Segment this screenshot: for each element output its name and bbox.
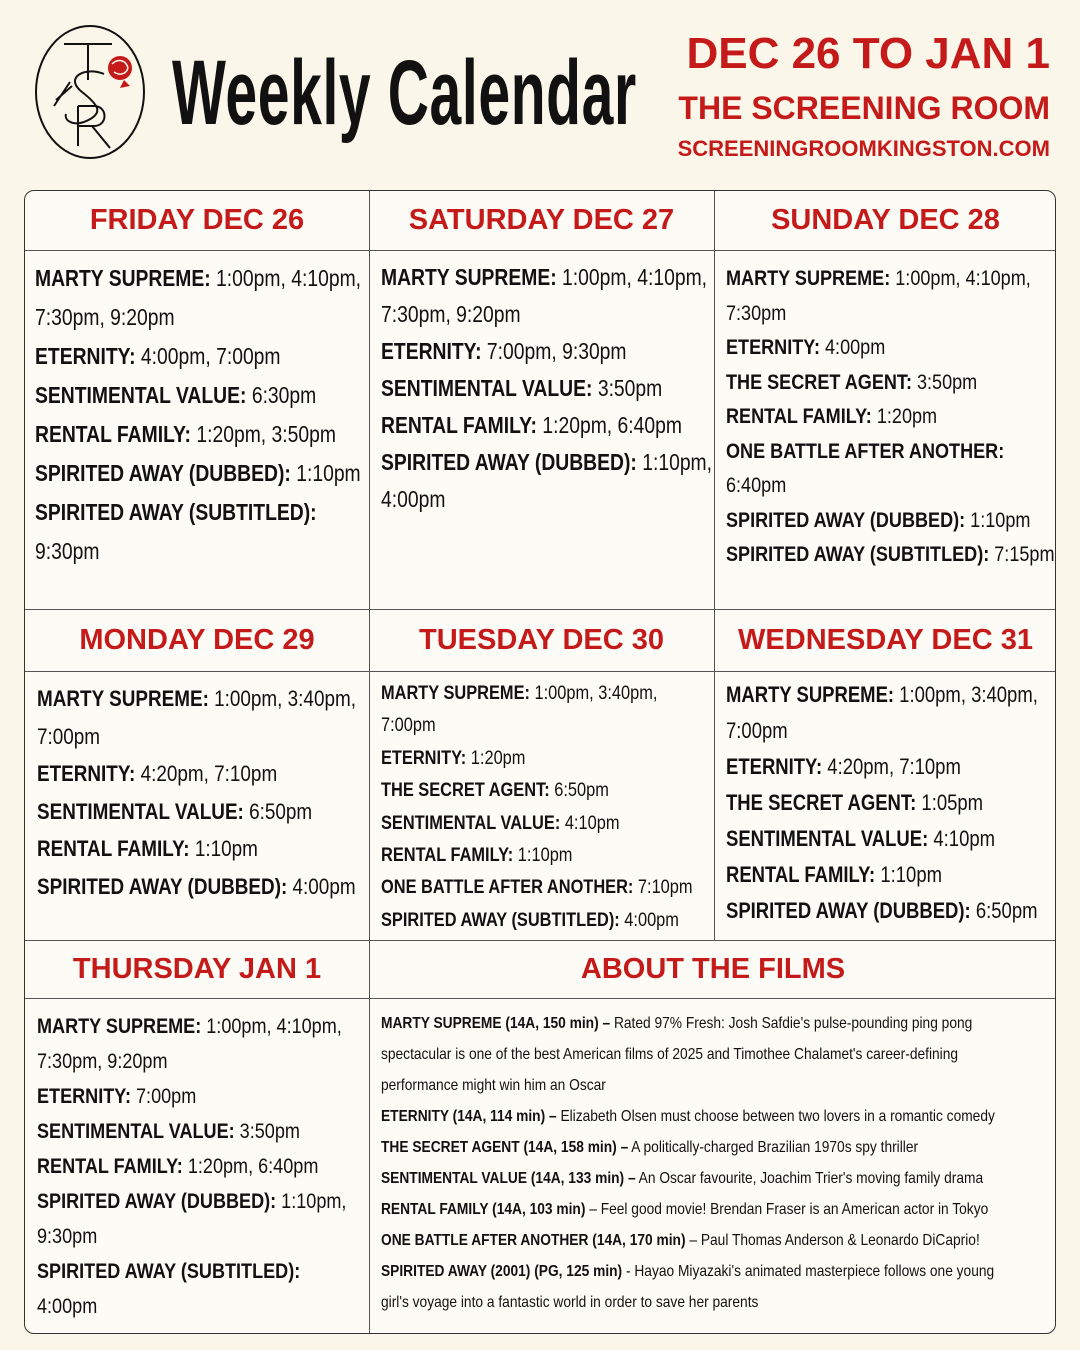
film-description bbox=[381, 1039, 1049, 1070]
film-name: RENTAL FAMILY: bbox=[381, 412, 538, 438]
showtime-line bbox=[381, 296, 706, 333]
film-summary: An Oscar favourite, Joachim Trier's moving family drama bbox=[635, 1170, 984, 1187]
showtime-line bbox=[37, 718, 361, 756]
showtime-line bbox=[726, 399, 1049, 434]
showtimes: 4:00pm bbox=[37, 1294, 98, 1318]
film-summary: – Paul Thomas Anderson & Leonardo DiCaprio! bbox=[685, 1232, 980, 1249]
showtime-line bbox=[726, 713, 1049, 749]
film-summary: - Hayao Miyazaki's animated masterpiece follows one young bbox=[622, 1263, 995, 1280]
website-link[interactable]: SCREENINGROOMKINGSTON.COM bbox=[677, 136, 1050, 161]
film-description bbox=[381, 1194, 1049, 1225]
film-name: ETERNITY: bbox=[381, 746, 467, 769]
about-title: ABOUT THE FILMS bbox=[369, 941, 1056, 999]
showtime-line bbox=[381, 871, 706, 903]
showtime-line bbox=[37, 1254, 361, 1289]
showtimes: 7:00pm bbox=[726, 718, 788, 743]
film-name: MARTY SUPREME: bbox=[381, 264, 557, 290]
showtime-line bbox=[381, 370, 706, 407]
showtimes: 6:50pm bbox=[970, 898, 1038, 923]
about-films-list bbox=[371, 1008, 1056, 1318]
showtime-line bbox=[381, 407, 706, 444]
showtime-line bbox=[381, 709, 706, 741]
film-name: MARTY SUPREME: bbox=[726, 266, 891, 290]
film-name: THE SECRET AGENT: bbox=[726, 369, 912, 394]
film-name: RENTAL FAMILY: bbox=[37, 1154, 183, 1178]
showtimes: 1:00pm, 4:10pm, bbox=[210, 265, 362, 291]
showtime-line bbox=[726, 537, 1055, 572]
day-schedule-monday bbox=[27, 680, 369, 905]
showtime-line bbox=[37, 1149, 361, 1184]
film-name: RENTAL FAMILY: bbox=[726, 862, 876, 887]
showtimes: 1:20pm, 6:40pm bbox=[537, 412, 682, 438]
showtimes: 4:10pm bbox=[560, 811, 620, 834]
day-schedule-saturday bbox=[371, 259, 714, 518]
film-name: SPIRITED AWAY (DUBBED): bbox=[726, 507, 966, 532]
showtimes: 7:00pm, 9:30pm bbox=[481, 338, 627, 364]
showtime-line bbox=[37, 793, 361, 831]
showtimes: 1:10pm bbox=[290, 460, 361, 486]
showtimes: 9:30pm bbox=[37, 1224, 98, 1248]
showtime-line bbox=[726, 261, 1049, 296]
showtime-line bbox=[37, 830, 361, 868]
film-name: RENTAL FAMILY: bbox=[381, 844, 514, 867]
film-description bbox=[381, 1008, 1049, 1039]
film-description bbox=[381, 1070, 1049, 1101]
showtimes: 4:00pm bbox=[619, 908, 679, 931]
film-info: SPIRITED AWAY (2001) (PG, 125 min) bbox=[381, 1263, 623, 1280]
showtime-line bbox=[381, 444, 713, 481]
showtime-line bbox=[381, 807, 706, 839]
film-name: SENTIMENTAL VALUE: bbox=[381, 811, 561, 834]
showtimes: 7:00pm bbox=[37, 723, 101, 749]
showtimes: 4:00pm bbox=[287, 873, 356, 899]
showtimes: 9:30pm bbox=[35, 538, 100, 564]
film-name: MARTY SUPREME: bbox=[35, 265, 211, 291]
rose-icon bbox=[108, 56, 132, 88]
film-name: SPIRITED AWAY (SUBTITLED): bbox=[35, 499, 317, 525]
showtimes: 1:00pm, 4:10pm, bbox=[201, 1014, 342, 1038]
film-name: THE SECRET AGENT: bbox=[381, 779, 550, 802]
film-name: RENTAL FAMILY: bbox=[35, 421, 192, 447]
showtime-line bbox=[37, 1044, 361, 1079]
showtime-line bbox=[37, 1219, 361, 1254]
showtimes: 7:15pm bbox=[989, 542, 1055, 566]
showtimes: 4:20pm, 7:10pm bbox=[135, 761, 278, 786]
film-info: SENTIMENTAL VALUE (14A, 133 min) – bbox=[381, 1170, 636, 1187]
film-name: SPIRITED AWAY (DUBBED): bbox=[37, 873, 288, 899]
showtime-line bbox=[381, 839, 706, 871]
showtime-line bbox=[35, 376, 361, 415]
header-info bbox=[678, 28, 1050, 164]
showtime-line bbox=[35, 454, 361, 493]
showtimes: 1:10pm bbox=[965, 507, 1031, 532]
showtime-line bbox=[381, 259, 706, 296]
showtime-line bbox=[35, 532, 361, 571]
showtime-line bbox=[35, 493, 361, 532]
film-description bbox=[381, 1163, 1049, 1194]
film-name: SENTIMENTAL VALUE: bbox=[726, 826, 929, 851]
film-name: ETERNITY: bbox=[381, 338, 482, 364]
film-name: SENTIMENTAL VALUE: bbox=[35, 382, 247, 408]
film-name: RENTAL FAMILY: bbox=[37, 836, 190, 861]
film-name: SPIRITED AWAY (DUBBED): bbox=[381, 449, 637, 475]
film-description bbox=[381, 1101, 1049, 1132]
showtimes: 1:00pm, 3:40pm, bbox=[529, 682, 658, 704]
showtimes: 1:00pm, 3:40pm, bbox=[208, 686, 356, 711]
page-title: Weekly Calendar bbox=[172, 42, 637, 144]
showtime-line bbox=[381, 333, 706, 370]
showtimes: 4:00pm bbox=[381, 486, 446, 512]
showtimes: 6:30pm bbox=[246, 382, 317, 408]
showtimes: 7:30pm, 9:20pm bbox=[35, 304, 175, 330]
date-range: DEC 26 TO JAN 1 bbox=[686, 29, 1050, 78]
film-info: RENTAL FAMILY (14A, 103 min) bbox=[381, 1201, 586, 1218]
showtime-line bbox=[35, 259, 361, 298]
film-description bbox=[381, 1256, 1049, 1287]
showtimes: 1:20pm bbox=[871, 404, 938, 428]
showtimes: 4:20pm, 7:10pm bbox=[822, 754, 961, 779]
showtime-line bbox=[381, 481, 706, 518]
showtime-line bbox=[726, 503, 1049, 538]
day-title-saturday: SATURDAY DEC 27 bbox=[369, 191, 714, 251]
film-summary: performance might win him an Oscar bbox=[381, 1077, 606, 1094]
film-name: ETERNITY: bbox=[726, 335, 820, 359]
film-description bbox=[381, 1287, 1049, 1318]
showtimes: 1:05pm bbox=[916, 790, 984, 815]
showtimes: 1:10pm bbox=[875, 862, 942, 887]
showtime-line bbox=[37, 755, 361, 793]
film-summary: A politically-charged Brazilian 1970s spy thriller bbox=[628, 1139, 919, 1156]
day-title-wednesday: WEDNESDAY DEC 31 bbox=[714, 610, 1056, 672]
day-title-sunday: SUNDAY DEC 28 bbox=[714, 191, 1056, 251]
film-name: MARTY SUPREME: bbox=[37, 686, 209, 711]
film-summary: spectacular is one of the best American films of 2025 and Timothee Chalamet's career-defining bbox=[381, 1046, 959, 1063]
showtimes: 6:40pm bbox=[726, 473, 787, 497]
film-info: MARTY SUPREME (14A, 150 min) – bbox=[381, 1015, 611, 1032]
film-info: ETERNITY (14A, 114 min) – bbox=[381, 1108, 557, 1125]
showtime-line bbox=[381, 904, 706, 936]
showtime-line bbox=[726, 821, 1049, 857]
showtimes: 1:20pm bbox=[466, 746, 526, 769]
showtimes: 4:00pm bbox=[819, 335, 886, 359]
film-summary: girl's voyage into a fantastic world in order to save her parents bbox=[381, 1294, 759, 1311]
schedule-grid bbox=[24, 190, 1056, 1334]
showtimes: 1:20pm, 6:40pm bbox=[182, 1154, 319, 1178]
showtime-line bbox=[726, 749, 1049, 785]
film-name: SPIRITED AWAY (SUBTITLED): bbox=[37, 1259, 301, 1283]
film-name: MARTY SUPREME: bbox=[381, 682, 530, 704]
film-name: THE SECRET AGENT: bbox=[726, 790, 917, 815]
showtimes: 7:30pm, 9:20pm bbox=[381, 301, 521, 327]
showtimes: 3:50pm bbox=[911, 369, 978, 394]
film-name: SENTIMENTAL VALUE: bbox=[37, 798, 244, 824]
film-description bbox=[381, 1132, 1049, 1163]
showtimes: 7:30pm, 9:20pm bbox=[37, 1049, 168, 1073]
showtime-line bbox=[37, 680, 361, 718]
showtime-line bbox=[726, 434, 1049, 469]
showtimes: 7:00pm bbox=[381, 714, 436, 737]
day-schedule-thursday bbox=[27, 1009, 369, 1324]
film-name: SPIRITED AWAY (DUBBED): bbox=[37, 1189, 277, 1213]
showtime-line bbox=[726, 857, 1049, 893]
showtimes: 1:10pm, bbox=[276, 1189, 347, 1213]
film-name: ONE BATTLE AFTER ANOTHER: bbox=[381, 876, 634, 899]
film-name: SPIRITED AWAY (DUBBED): bbox=[35, 460, 291, 486]
venue-name: THE SCREENING ROOM bbox=[678, 90, 1050, 126]
showtimes: 7:00pm bbox=[130, 1084, 197, 1108]
showtimes: 1:00pm, 3:40pm, bbox=[894, 682, 1038, 707]
showtime-line bbox=[726, 785, 1049, 821]
showtime-line bbox=[726, 677, 1049, 713]
day-title-thursday: THURSDAY JAN 1 bbox=[25, 941, 369, 999]
showtime-line bbox=[37, 868, 361, 906]
showtime-line bbox=[381, 742, 706, 774]
film-name: MARTY SUPREME: bbox=[726, 682, 895, 707]
film-info: THE SECRET AGENT (14A, 158 min) – bbox=[381, 1139, 629, 1156]
film-name: ONE BATTLE AFTER ANOTHER: bbox=[726, 438, 1005, 463]
showtime-line bbox=[35, 415, 361, 454]
film-name: ETERNITY: bbox=[37, 761, 136, 786]
showtimes: 3:50pm bbox=[592, 375, 663, 401]
day-schedule-sunday bbox=[716, 261, 1056, 572]
showtimes: 1:10pm bbox=[189, 836, 258, 861]
showtimes: 6:50pm bbox=[243, 798, 313, 824]
film-info: ONE BATTLE AFTER ANOTHER (14A, 170 min) bbox=[381, 1232, 686, 1249]
film-name: ETERNITY: bbox=[37, 1084, 131, 1108]
showtime-line bbox=[726, 468, 1049, 503]
film-name: SPIRITED AWAY (DUBBED): bbox=[726, 898, 971, 923]
day-schedule-tuesday bbox=[371, 677, 714, 936]
showtimes: 4:10pm bbox=[928, 826, 996, 851]
showtime-line bbox=[726, 365, 1049, 400]
showtime-line bbox=[37, 1079, 361, 1114]
film-name: SENTIMENTAL VALUE: bbox=[37, 1119, 235, 1143]
film-name: ETERNITY: bbox=[35, 343, 136, 369]
showtime-line bbox=[381, 677, 706, 709]
showtimes: 1:10pm bbox=[513, 844, 573, 867]
showtime-line bbox=[37, 1184, 361, 1219]
film-summary: Rated 97% Fresh: Josh Safdie's pulse-pounding ping pong bbox=[610, 1015, 973, 1032]
film-summary: Elizabeth Olsen must choose between two lovers in a romantic comedy bbox=[556, 1108, 995, 1125]
showtimes: 1:20pm, 3:50pm bbox=[191, 421, 336, 447]
day-title-monday: MONDAY DEC 29 bbox=[25, 610, 369, 672]
showtime-line bbox=[35, 298, 361, 337]
showtimes: 1:10pm, bbox=[636, 449, 713, 475]
film-name: ETERNITY: bbox=[726, 754, 823, 779]
showtime-line bbox=[35, 337, 361, 376]
monogram-icon bbox=[54, 44, 112, 148]
day-schedule-friday bbox=[25, 259, 369, 571]
showtimes: 6:50pm bbox=[549, 779, 609, 802]
day-schedule-wednesday bbox=[716, 677, 1056, 929]
screening-room-logo bbox=[34, 22, 150, 162]
showtime-line bbox=[37, 1289, 361, 1324]
showtimes: 3:50pm bbox=[234, 1119, 300, 1143]
day-title-tuesday: TUESDAY DEC 30 bbox=[369, 610, 714, 672]
showtime-line bbox=[726, 893, 1049, 929]
film-name: SPIRITED AWAY (SUBTITLED): bbox=[381, 908, 620, 931]
showtimes: 7:30pm bbox=[726, 300, 787, 325]
film-summary: – Feel good movie! Brendan Fraser is an American actor in Tokyo bbox=[585, 1201, 989, 1218]
day-title-friday: FRIDAY DEC 26 bbox=[25, 191, 369, 251]
showtime-line bbox=[726, 330, 1049, 365]
showtime-line bbox=[726, 296, 1049, 331]
showtimes: 1:00pm, 4:10pm, bbox=[890, 266, 1031, 290]
film-name: RENTAL FAMILY: bbox=[726, 404, 872, 428]
showtime-line bbox=[381, 774, 706, 806]
film-description bbox=[381, 1225, 1049, 1256]
showtimes: 4:00pm, 7:00pm bbox=[135, 343, 281, 369]
film-name: SPIRITED AWAY (SUBTITLED): bbox=[726, 542, 990, 566]
showtime-line bbox=[37, 1009, 361, 1044]
showtimes: 1:00pm, 4:10pm, bbox=[556, 264, 708, 290]
showtimes: 7:10pm bbox=[633, 876, 693, 899]
film-name: MARTY SUPREME: bbox=[37, 1014, 202, 1038]
film-name: SENTIMENTAL VALUE: bbox=[381, 375, 593, 401]
showtime-line bbox=[37, 1114, 361, 1149]
